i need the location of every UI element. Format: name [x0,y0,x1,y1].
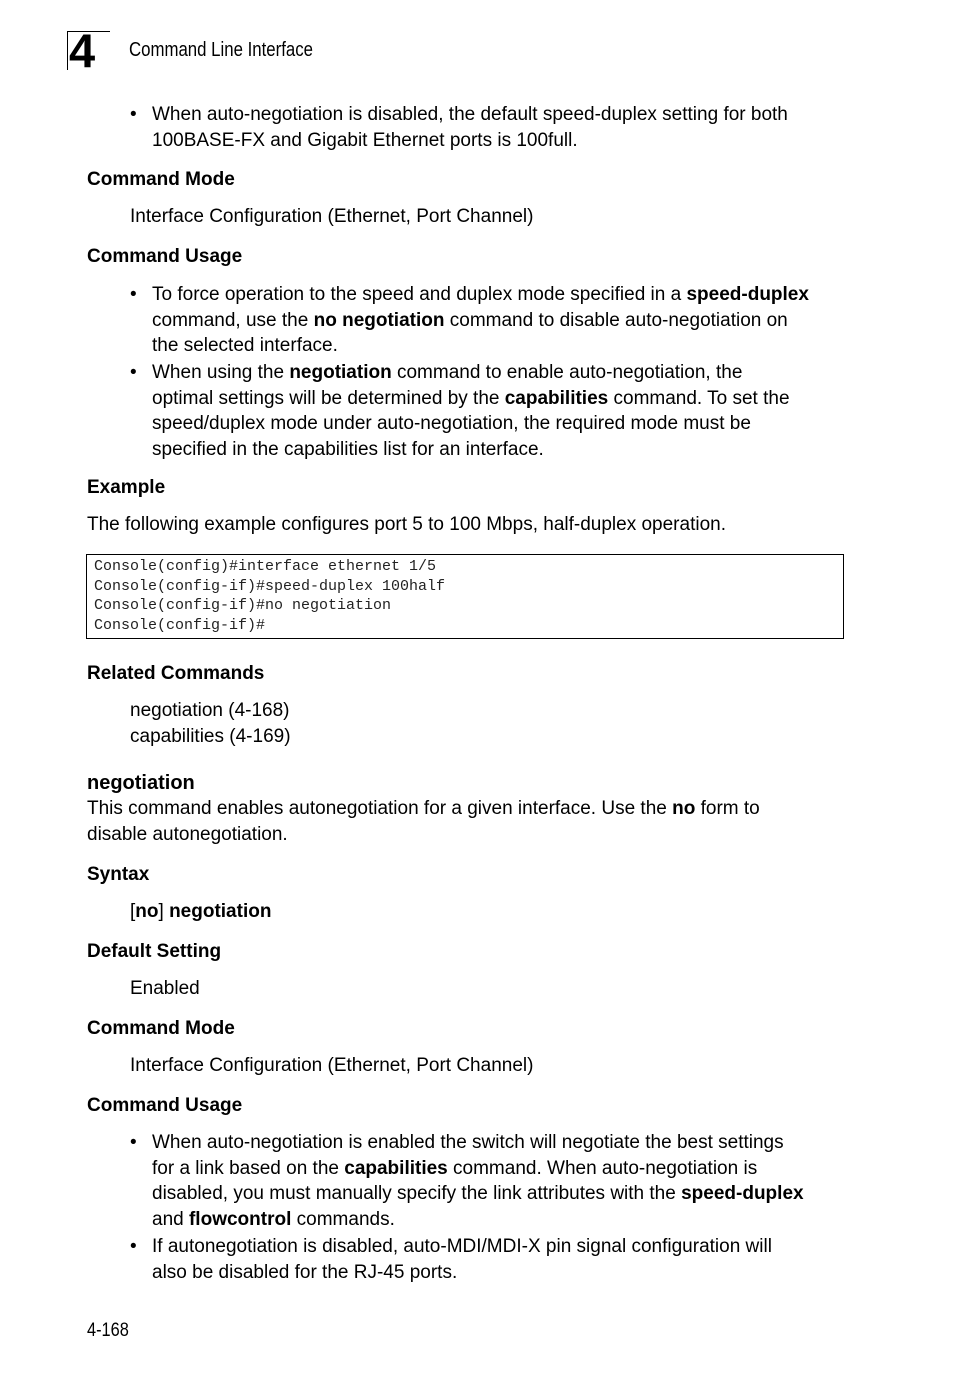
command-title: negotiation [87,772,195,794]
cmd-keyword: no [672,798,696,819]
bullet-marker: • [130,362,137,383]
cmd-keyword: speed-duplex [681,1183,804,1204]
section-heading-command-mode: Command Mode [87,1018,235,1039]
bullet-marker: • [130,1132,137,1153]
cmd-keyword: negotiation [289,362,392,383]
bullet-marker: • [130,104,137,125]
cmd-keyword: capabilities [344,1157,448,1179]
running-header-title: Command Line Interface [129,39,313,61]
code-line: Console(config-if)#speed-duplex 100half [94,577,446,595]
section-heading-default-setting: Default Setting [87,941,222,962]
section-heading-command-usage: Command Usage [87,1095,243,1116]
cmd-keyword: flowcontrol [188,1208,292,1230]
bullet-marker: • [130,1236,137,1257]
section-heading-command-mode: Command Mode [87,169,235,190]
section-heading-related-commands: Related Commands [87,663,265,684]
page-number: 4-168 [87,1320,129,1341]
usage-bullet-1: To force operation to the speed and duplex mode specified in a speed-duplex command, use the no negotiation command to disable auto-negotiation on the selected interface. [152,284,809,356]
chapter-number: 4 [69,24,96,77]
bullet-text: When auto-negotiation is disabled, the default speed-duplex setting for both 100BASE-FX and Gigabit Ethernet ports is 100full. [152,104,788,151]
example-description: The following example configures port 5 to 100 Mbps, half-duplex operation. [87,514,726,535]
default-setting-value: Enabled [130,978,200,999]
cmd-keyword: capabilities [504,387,609,409]
command-mode-value: Interface Configuration (Ethernet, Port Channel) [130,206,534,227]
command-description: This command enables autonegotiation for a given interface. Use the no form to disable autonegotiation. [87,798,760,845]
code-line: Console(config-if)#no negotiation [94,597,392,614]
usage-bullet-1: When auto-negotiation is enabled the switch will negotiate the best settings for a link based on the capabilities command. When auto-negotiation is disabled, you must manually specify the link attributes with the speed-duplex and flowcontrol commands. [152,1132,804,1230]
cmd-keyword: no negotiation [313,309,445,331]
usage-bullet-2: If autonegotiation is disabled, auto-MDI/MDI-X pin signal configuration will also be disabled for the RJ-45 ports. [152,1236,772,1283]
section-heading-command-usage: Command Usage [87,246,243,267]
section-heading-example: Example [87,477,166,498]
bullet-marker: • [130,284,137,305]
usage-bullet-2: When using the negotiation command to enable auto-negotiation, the optimal settings will be determined by the capabilities command. To set the speed/duplex mode under auto-negotiation, the required mode must be specified in the capabilities list for an interface. [152,362,790,460]
section-heading-syntax: Syntax [87,864,150,885]
code-line: Console(config-if)# [94,616,266,634]
command-mode-value: Interface Configuration (Ethernet, Port Channel) [130,1055,534,1076]
code-line: Console(config)#interface ethernet 1/5 [94,558,437,575]
syntax-line: [no] negotiation [130,901,272,922]
cmd-keyword: speed-duplex [686,284,809,305]
related-command-link[interactable]: capabilities (4-169) [130,725,291,747]
related-command-link[interactable]: negotiation (4-168) [130,700,290,721]
